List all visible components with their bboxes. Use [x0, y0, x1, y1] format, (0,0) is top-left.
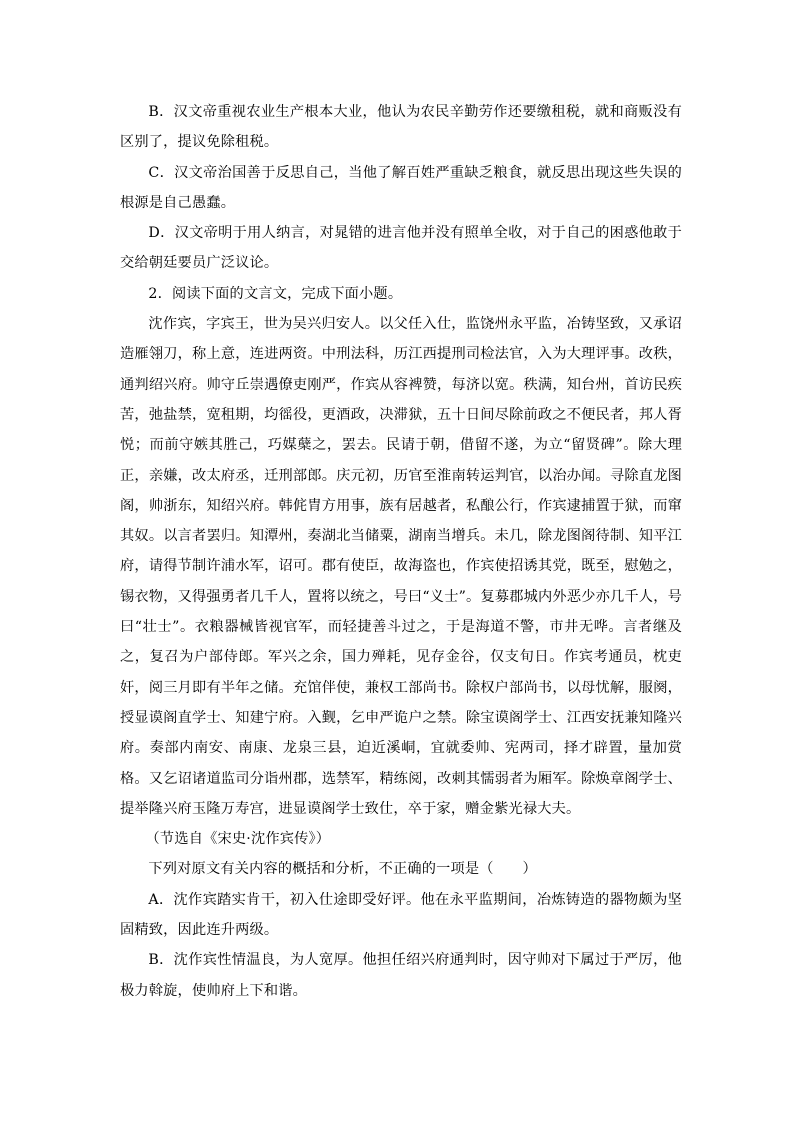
- option-c-paragraph: C．汉文帝治国善于反思自己，当他了解百姓严重缺乏粮食，就反思出现这些失误的根源是自己愚蠢。: [120, 164, 682, 211]
- passage-source: （节选自《宋史·沈作宾传》）: [145, 831, 331, 848]
- question-prompt: 下列对原文有关内容的概括和分析，不正确的一项是（ ）: [148, 861, 537, 878]
- document-body: [120, 97, 682, 1006]
- option-d-paragraph: D．汉文帝明于用人纳言，对晁错的进言他并没有照单全收，对于自己的困惑他敢于交给朝廷要员广泛议论。: [120, 225, 682, 272]
- classical-passage: 沈作宾，字宾王，世为吴兴归安人。以父任入仕，监饶州永平监，冶铸坚致，又承诏造雁翎刀，称上意，连进两资。中刑法科，历江西提刑司检法官，入为大理评事。改秩，通判绍兴府。帅守丘崇遇僚吏刚严，作宾从容裨赞，每济以宽。秩满，知台州，首访民疾苦，弛盐禁，宽租期，均徭役，更酒政，决滞狱，五十日间尽除前政之不便民者，邦人胥悦；而前守嫉其胜己，巧媒蘖之，罢去。民请于朝，借留不遂，为立“留贤碑”。除大理正，亲嫌，改太府丞，迁刑部郎。庆元初，历官至淮南转运判官，以治办闻。寻除直龙图阁，帅浙东，知绍兴府。韩侂胄方用事，族有居越者，私酿公行，作宾逮捕置于狱，而窜其奴。以言者罢归。知潭州，奏湖北当储粟，湖南当增兵。未几，除龙图阁待制、知平江府，请得节制许浦水军，诏可。郡有使臣，故海盗也，作宾使招诱其党，既至，慰勉之，锡衣物，又得强勇者几千人，置将以统之，号曰“义士”。复募郡城内外恶少亦几千人，号曰“壮士”。衣粮器械皆视官军，而轻捷善斗过之，于是海道不警，市井无哗。言者继及之，复召为户部侍郎。军兴之余，国力殚耗，见存金谷，仅支旬日。作宾考通员，枕吏奸，阅三月即有半年之储。充馆伴使，兼权工部尚书。除权户部尚书，以母忧解，服阕，授显谟阁直学士、知建宁府。入觐，乞申严诡户之禁。除宝谟阁学士、江西安抚兼知隆兴府。奏部内南安、南康、龙泉三县，迫近溪峒，宜就委帅、宪两司，择才辟置，量加赏格。又乞诏诸道监司分诣州郡，选禁军，精练阅，改刺其懦弱者为厢军。除焕章阁学士、提举隆兴府玉隆万寿宫，进显谟阁学士致仕，卒于家，赠金紫光禄大夫。: [120, 316, 682, 817]
- question-2-heading: 2．阅读下面的文言文，完成下面小题。: [148, 285, 403, 302]
- option-b-paragraph: B．汉文帝重视农业生产根本大业，他认为农民辛勤劳作还要缴租税，就和商贩没有区别了，提议免除租税。: [120, 104, 682, 151]
- answer-option-a: A．沈作宾踏实肯干，初入仕途即受好评。他在永平监期间，冶炼铸造的器物颇为坚固精致，因此连升两级。: [120, 891, 682, 939]
- answer-option-b: B．沈作宾性情温良，为人宽厚。他担任绍兴府通判时，因守帅对下属过于严厉，他极力斡旋，使帅府上下和谐。: [120, 952, 682, 999]
